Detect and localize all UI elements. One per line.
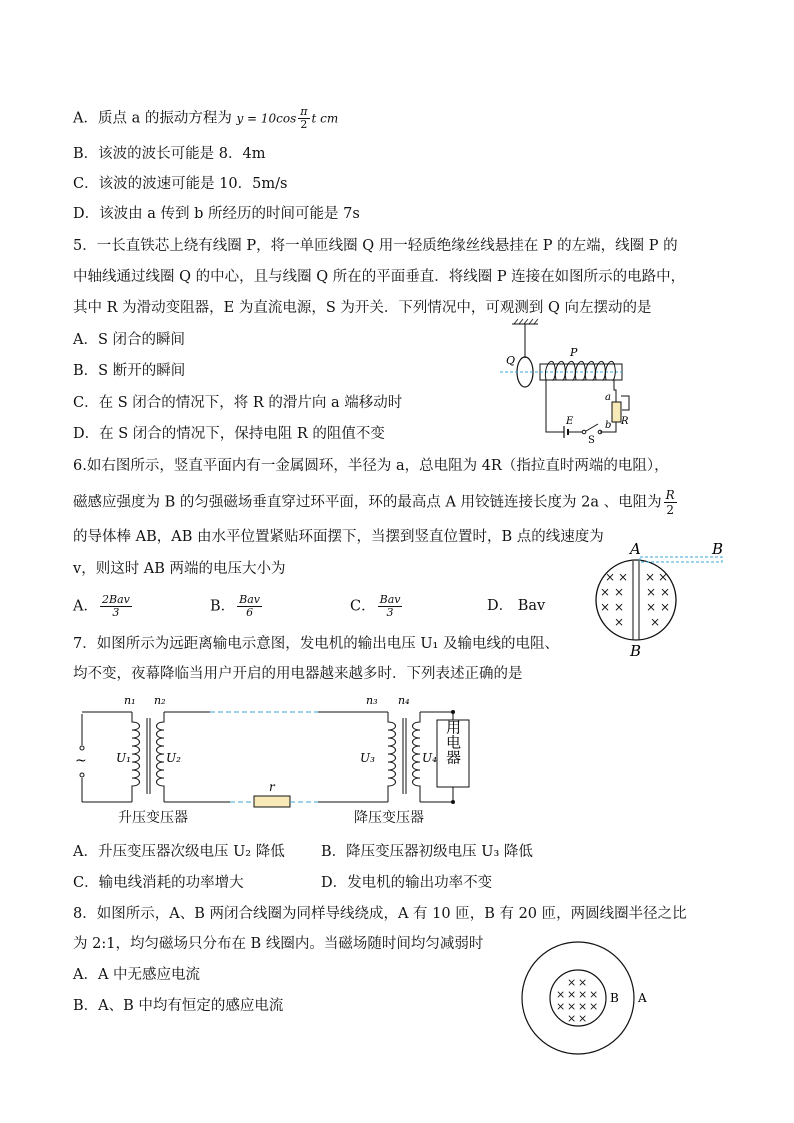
q4-option-d: D．该波由 a 传到 b 所经历的时间可能是 7s	[73, 206, 360, 222]
q5-stem-line2: 中轴线通过线圈 Q 的中心，且与线圈 Q 所在的平面垂直．将线圈 P 连接在如图所示的电路中，	[73, 269, 686, 285]
q7-label-n2: n₂	[154, 694, 166, 707]
q7-option-b: B．降压变压器初级电压 U₃ 降低	[321, 844, 533, 860]
q7-option-a: A．升压变压器次级电压 U₂ 降低	[73, 844, 285, 860]
q7-label-u2: U₂	[166, 751, 181, 765]
q6-option-c-label: C．	[350, 598, 376, 615]
q4-eq-right: t cm	[311, 111, 339, 126]
svg-text:×: ×	[567, 1000, 577, 1013]
q5-label-b: b	[605, 420, 612, 431]
q6-stem-line3: 的导体棒 AB，AB 由水平位置紧贴环面摆下，当摆到竖直位置时，B 点的线速度为	[73, 529, 604, 545]
q7-step-down-transformer	[388, 712, 420, 802]
svg-text:×: ×	[589, 988, 599, 1001]
q7-step-up-transformer	[132, 712, 164, 802]
q6-option-b-frac	[237, 594, 262, 619]
q5-label-a: a	[605, 392, 611, 403]
q4-option-b: B．该波的波长可能是 8．4m	[73, 146, 266, 162]
q7-label-n1: n₁	[124, 694, 136, 707]
q6-stem-line1: 6.如右图所示，竖直平面内有一金属圆环，半径为 a，总电阻为 4R（指拉直时两端的电阻），	[73, 458, 669, 474]
q6-option-c-den: 3	[386, 606, 394, 619]
q7-stem-line2: 均不变，夜幕降临当用户开启的用电器越来越多时．下列表述正确的是	[73, 666, 523, 682]
q6-stem-line2	[73, 488, 679, 517]
q6-r-over-2-num: R	[665, 488, 675, 502]
q8-stem-line2: 为 2:1，均匀磁场只分布在 B 线圈内。当磁场随时间均匀减弱时	[73, 936, 484, 952]
svg-text:×: ×	[660, 585, 671, 599]
q6-stem-line4: v，则这时 AB 两端的电压大小为	[73, 561, 286, 577]
svg-text:×: ×	[600, 600, 611, 614]
q7-label-n4: n₄	[398, 694, 410, 707]
q7-line-resistor-r	[254, 796, 290, 807]
q5-figure-coil-circuit	[496, 318, 646, 446]
q7-label-step-up: 升压变压器	[118, 810, 188, 826]
q5-label-p: P	[570, 346, 578, 359]
q6-label-a: A	[630, 540, 641, 558]
q7-stem-line1: 7．如图所示为远距离输电示意图，发电机的输出电压 U₁ 及输电线的电阻、	[73, 636, 559, 652]
q6-option-a-label: A．	[73, 598, 98, 615]
q6-label-b-right: B	[712, 540, 724, 558]
svg-text:×: ×	[614, 585, 625, 599]
q8-label-a: A	[638, 991, 647, 1005]
svg-text:×: ×	[567, 988, 577, 1001]
q8-label-b: B	[610, 991, 619, 1005]
q6-stem-line2-text: 磁感应强度为 B 的匀强磁场垂直穿过环平面，环的最高点 A 用铰链连接长度为 2a 、电阻为	[73, 494, 662, 511]
q7-label-step-down: 降压变压器	[354, 810, 424, 826]
q5-option-a: A．S 闭合的瞬间	[73, 332, 186, 348]
svg-text:×: ×	[614, 615, 625, 629]
q6-figure-ring-rod	[588, 534, 738, 660]
q6-option-a-num: 2Bav	[101, 593, 130, 606]
svg-text:×: ×	[556, 988, 566, 1001]
svg-text:×: ×	[567, 976, 577, 989]
q7-load-label: 用电器	[444, 719, 462, 765]
q7-option-c: C．输电线消耗的功率增大	[73, 875, 244, 891]
q5-label-q: Q	[506, 354, 516, 367]
svg-text:×: ×	[650, 615, 661, 629]
svg-text:×: ×	[618, 570, 629, 584]
q8-option-b: B．A、B 中均有恒定的感应电流	[73, 998, 284, 1014]
q5-label-s: S	[588, 435, 595, 446]
q6-r-over-2	[664, 488, 677, 517]
q6-rod-horizontal	[640, 557, 722, 562]
q6-option-c-frac	[378, 594, 403, 619]
svg-text:×: ×	[614, 600, 625, 614]
svg-text:×: ×	[567, 1012, 577, 1025]
q6-r-over-2-den: 2	[666, 503, 674, 517]
q6-option-c-num: Bav	[379, 593, 401, 606]
svg-text:×: ×	[658, 570, 669, 584]
svg-text:×: ×	[578, 976, 588, 989]
svg-text:×: ×	[646, 600, 657, 614]
q5-label-e: E	[566, 416, 574, 427]
svg-text:×: ×	[556, 1000, 566, 1013]
q6-option-a-frac	[100, 594, 132, 619]
q6-option-b	[210, 594, 264, 619]
q7-label-n3: n₃	[366, 694, 378, 707]
q8-stem-line1: 8．如图所示，A、B 两闭合线圈为同样导线绕成，A 有 10 匝，B 有 20 匝，两圆线圈半径之比	[73, 906, 687, 922]
q7-ac-source-icon: ~	[75, 753, 87, 769]
q6-option-d: D． Bav	[487, 598, 546, 614]
q4-eq-frac-den: 2	[300, 118, 308, 131]
svg-text:×: ×	[600, 585, 611, 599]
q4-eq-frac-num: π	[300, 105, 308, 118]
q5-option-d: D．在 S 闭合的情况下，保持电阻 R 的阻值不变	[73, 426, 385, 442]
svg-text:×: ×	[660, 600, 671, 614]
q8-option-a: A．A 中无感应电流	[73, 967, 201, 983]
q7-label-r: r	[269, 780, 275, 794]
q4-eq-left: y = 10cos	[236, 111, 297, 126]
q7-label-u4: U₄	[422, 751, 437, 765]
svg-text:×: ×	[605, 570, 616, 584]
q6-option-a	[73, 594, 134, 619]
svg-text:×: ×	[578, 1012, 588, 1025]
q4-option-c: C．该波的波速可能是 10．5m/s	[73, 176, 288, 192]
svg-text:×: ×	[578, 988, 588, 1001]
svg-text:×: ×	[645, 570, 656, 584]
q6-option-c	[350, 594, 404, 619]
q6-label-b-bottom: B	[630, 642, 642, 660]
svg-text:×: ×	[646, 585, 657, 599]
q6-option-a-den: 3	[112, 606, 120, 619]
q7-option-d: D．发电机的输出功率不变	[321, 875, 493, 891]
q5-stem-line1: 5．一长直铁芯上绕有线圈 P，将一单匝线圈 Q 用一轻质绝缘丝线悬挂在 P 的左端，线圈 P 的	[73, 238, 678, 254]
q4-option-a-text: A．质点 a 的振动方程为	[73, 110, 237, 127]
q7-label-u1: U₁	[116, 751, 131, 765]
q6-option-b-den: 6	[246, 606, 254, 619]
svg-text:×: ×	[578, 1000, 588, 1013]
svg-text:×: ×	[589, 1000, 599, 1013]
q4-option-a	[73, 106, 338, 131]
q5-rheostat-r	[612, 402, 621, 422]
q5-label-r: R	[621, 416, 629, 427]
q6-option-b-num: Bav	[239, 593, 261, 606]
q5-stem-line3: 其中 R 为滑动变阻器，E 为直流电源，S 为开关．下列情况中，可观测到 Q 向左摆动的是	[73, 300, 652, 316]
q4-eq-fraction	[298, 106, 309, 131]
q7-label-u3: U₃	[360, 751, 375, 765]
q5-option-b: B．S 断开的瞬间	[73, 363, 186, 379]
q6-option-b-label: B．	[210, 598, 236, 615]
q5-option-c: C．在 S 闭合的情况下，将 R 的滑片向 a 端移动时	[73, 395, 403, 411]
q8-figure-coils	[518, 938, 668, 1060]
